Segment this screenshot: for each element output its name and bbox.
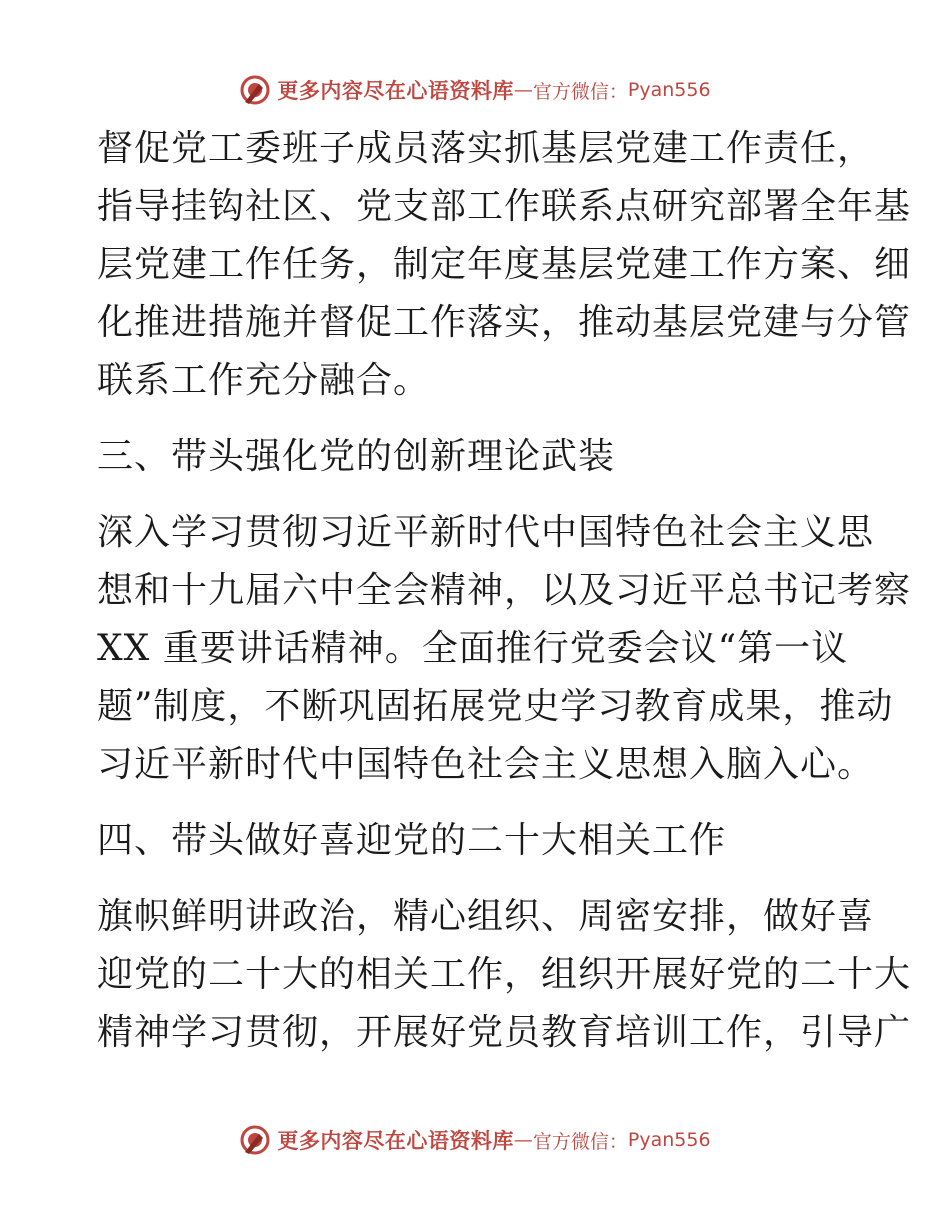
text-line: 化推进措施并督促工作落实，推动基层党建与分管 [97,302,912,343]
watermark-main-text: 更多内容尽在心语资料库 [277,1128,514,1153]
watermark-dash: — [513,1129,533,1151]
header-watermark [0,70,950,110]
paragraph-1 [97,120,912,410]
text-line: 联系工作充分融合。 [97,360,431,401]
text-line: 题”制度，不断巩固拓展党史学习教育成果，推动 [97,686,894,727]
text-line: 旗帜鲜明讲政治，精心组织、周密安排，做好喜 [97,896,875,937]
text-line: 督促党工委班子成员落实抓基层党建工作责任， [97,128,875,169]
text-line: 习近平新时代中国特色社会主义思想入脑入心。 [97,744,875,785]
pen-nib-seal-icon [239,74,271,106]
watermark-dash: — [513,79,533,101]
footer-watermark [0,1120,950,1160]
text-line: 精神学习贯彻，开展好党员教育培训工作，引导广 [97,1012,912,1053]
text-line: 迎党的二十大的相关工作，组织开展好党的二十大 [97,954,912,995]
document-body [97,120,912,1080]
text-line: 想和十九届六中全会精神，以及习近平总书记考察 [97,570,912,611]
paragraph-3 [97,888,912,1062]
text-line: 指导挂钩社区、党支部工作联系点研究部署全年基 [97,186,912,227]
watermark-handle: Pyan556 [627,1129,711,1151]
watermark-handle: Pyan556 [627,79,711,101]
pen-nib-seal-icon [239,1124,271,1156]
text-line: 层党建工作任务，制定年度基层党建工作方案、细 [97,244,912,285]
paragraph-2 [97,504,912,794]
watermark-sub-text: 官方微信： [532,1130,628,1153]
text-line: 深入学习贯彻习近平新时代中国特色社会主义思 [97,512,875,553]
text-line: XX 重要讲话精神。全面推行党委会议“第一议 [97,628,849,669]
section-heading-3: 三、带头强化党的创新理论武装 [97,436,616,477]
section-heading-4: 四、带头做好喜迎党的二十大相关工作 [97,820,727,861]
watermark-main-text: 更多内容尽在心语资料库 [277,78,514,103]
watermark-sub-text: 官方微信： [532,80,628,103]
